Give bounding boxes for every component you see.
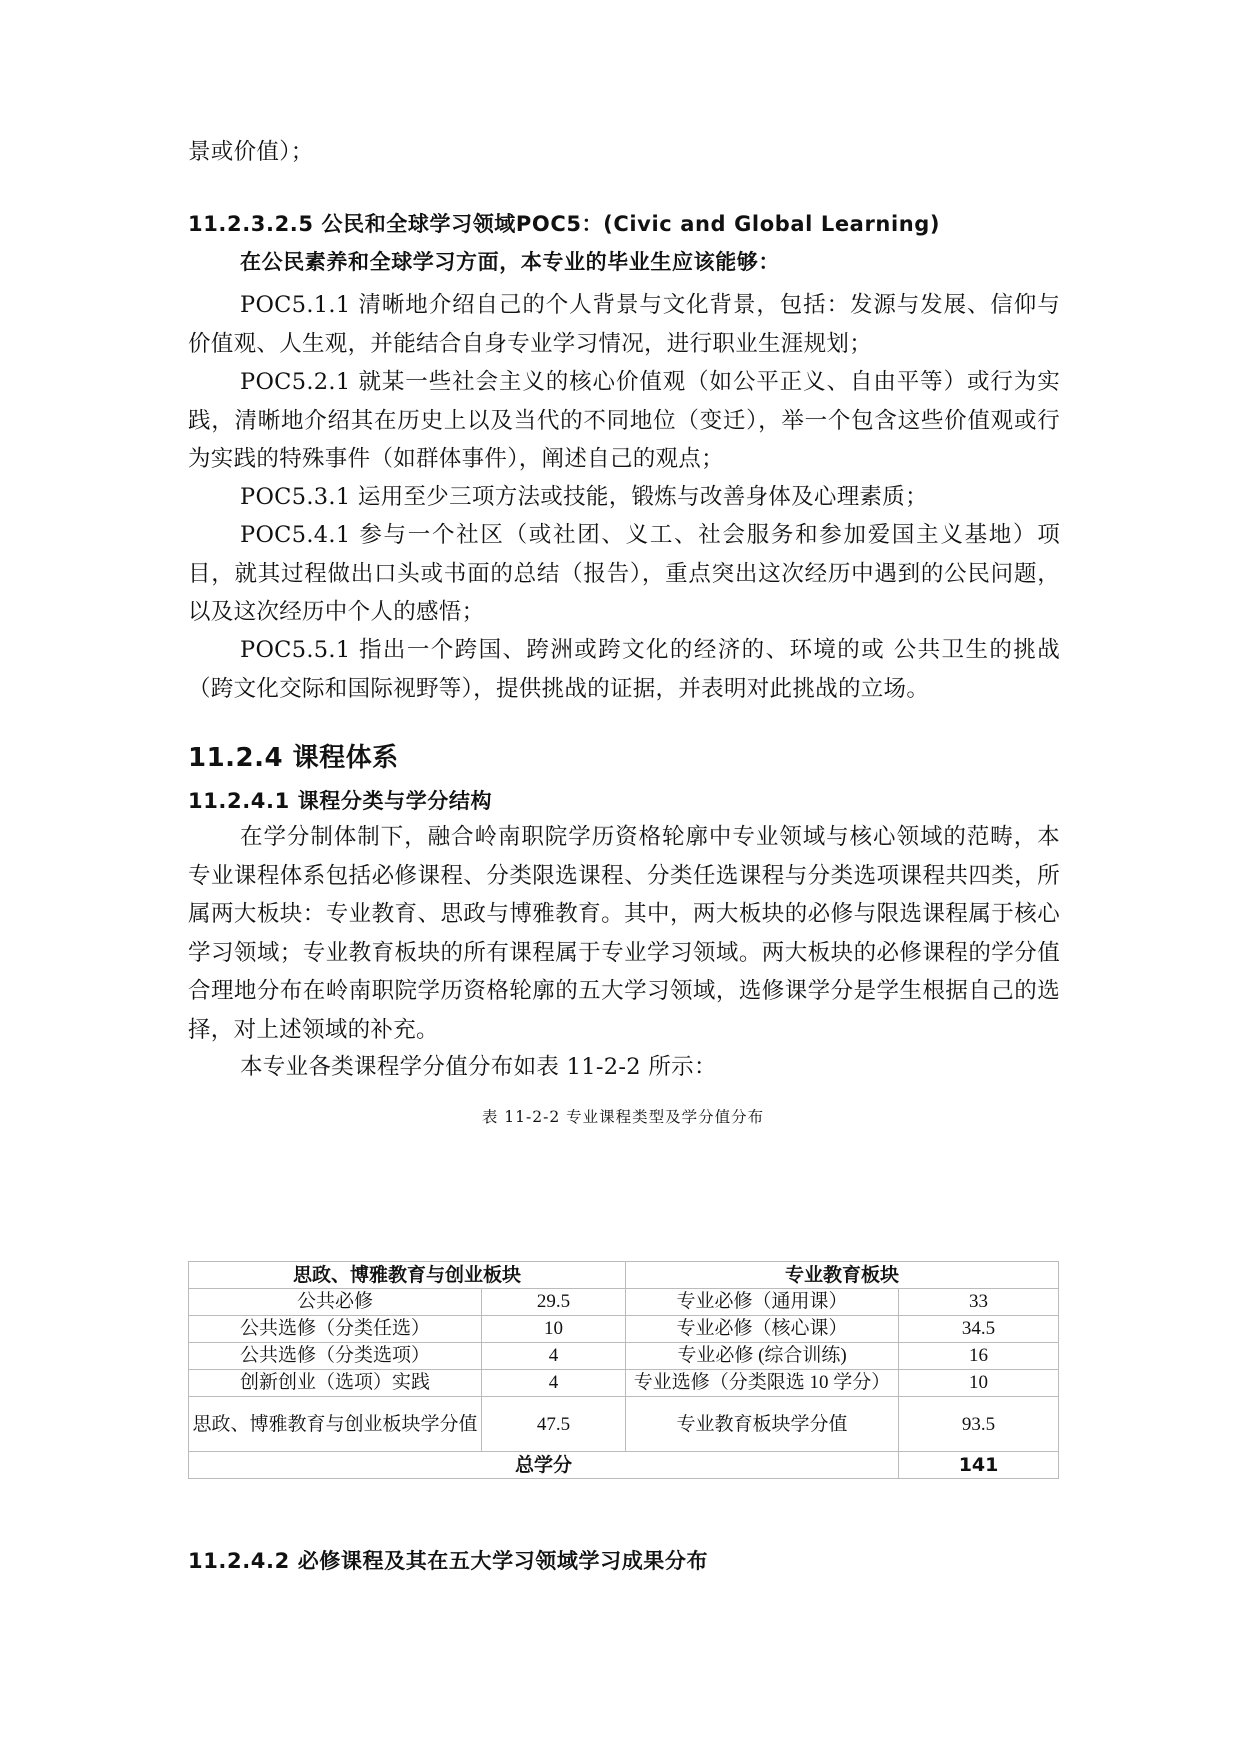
right-subtotal-value: 93.5 <box>899 1397 1059 1452</box>
left-credit-value: 10 <box>482 1316 626 1343</box>
subsection-heading-credit-structure: 11.2.4.1 课程分类与学分结构 <box>188 789 493 813</box>
subtotal-row <box>189 1397 1059 1452</box>
left-subtotal-label: 思政、博雅教育与创业板块学分值 <box>189 1397 482 1452</box>
poc5-heading: 11.2.3.2.5 公民和全球学习领域POC5：(Civic and Global Learning) <box>188 212 941 236</box>
total-row <box>189 1452 1059 1479</box>
left-credit-value: 4 <box>482 1343 626 1370</box>
poc5-item-3: POC5.3.1 运用至少三项方法或技能，锻炼与改善身体及心理素质； <box>240 484 928 510</box>
right-credit-value: 10 <box>899 1370 1059 1397</box>
subsection-heading-required-courses: 11.2.4.2 必修课程及其在五大学习领域学习成果分布 <box>188 1549 709 1573</box>
left-course-type: 公共必修 <box>189 1289 482 1316</box>
total-credits-label: 总学分 <box>189 1452 899 1479</box>
total-credits-value: 141 <box>899 1452 1059 1479</box>
left-subtotal-value: 47.5 <box>482 1397 626 1452</box>
right-course-type: 专业必修（核心课） <box>626 1316 899 1343</box>
table-row <box>189 1343 1059 1370</box>
poc5-item-2: POC5.2.1 就某一些社会主义的核心价值观（如公平正义、自由平等）或行为实践，清晰地介绍其在历史上以及当代的不同地位（变迁），举一个包含这些价值观或行为实践的特殊事件（如群体事件），阐述自己的观点； <box>188 369 1060 472</box>
poc5-subheading: 在公民素养和全球学习方面，本专业的毕业生应该能够： <box>240 250 780 274</box>
right-subtotal-label: 专业教育板块学分值 <box>626 1397 899 1452</box>
poc5-item-5: POC5.5.1 指出一个跨国、跨洲或跨文化的经济的、环境的或 公共卫生的挑战（跨文化交际和国际视野等），提供挑战的证据，并表明对此挑战的立场。 <box>188 637 1060 702</box>
left-credit-value: 4 <box>482 1370 626 1397</box>
right-credit-value: 16 <box>899 1343 1059 1370</box>
right-course-type: 专业必修 (综合训练) <box>626 1343 899 1370</box>
right-credit-value: 33 <box>899 1289 1059 1316</box>
table-row <box>189 1289 1059 1316</box>
table-row <box>189 1370 1059 1397</box>
section-heading-course-system: 11.2.4 课程体系 <box>188 743 399 773</box>
table-caption: 表 11-2-2 专业课程类型及学分值分布 <box>481 1108 765 1126</box>
credit-distribution-table <box>188 1261 1059 1479</box>
table-row <box>189 1316 1059 1343</box>
right-course-type: 专业必修（通用课） <box>626 1289 899 1316</box>
left-credit-value: 29.5 <box>482 1289 626 1316</box>
right-course-type: 专业选修（分类限选 10 学分） <box>626 1370 899 1397</box>
poc5-item-1: POC5.1.1 清晰地介绍自己的个人背景与文化背景，包括：发源与发展、信仰与价值观、人生观，并能结合自身专业学习情况，进行职业生涯规划； <box>188 292 1060 357</box>
continuation-text: 景或价值）； <box>188 139 314 165</box>
table-header-row <box>189 1262 1059 1289</box>
credit-structure-paragraph: 在学分制体制下，融合岭南职院学历资格轮廓中专业领域与核心领域的范畴，本专业课程体系包括必修课程、分类限选课程、分类任选课程与分类选项课程共四类，所属两大板块：专业教育、思政与博雅教育。其中，两大板块的必修与限选课程属于核心学习领域；专业教育板块的所有课程属于专业学习领域。两大板块的必修课程的学分值合理地分布在岭南职院学历资格轮廓的五大学习领域，选修课学分是学生根据自己的选择，对上述领域的补充。 <box>188 824 1060 1043</box>
left-course-type: 公共选修（分类选项） <box>189 1343 482 1370</box>
poc5-item-4: POC5.4.1 参与一个社区（或社团、义工、社会服务和参加爱国主义基地）项目，就其过程做出口头或书面的总结（报告），重点突出这次经历中遇到的公民问题，以及这次经历中个人的感悟； <box>188 522 1060 625</box>
header-professional-block: 专业教育板块 <box>626 1262 1059 1289</box>
left-course-type: 公共选修（分类任选） <box>189 1316 482 1343</box>
left-course-type: 创新创业（选项）实践 <box>189 1370 482 1397</box>
table-intro-text: 本专业各类课程学分值分布如表 11-2-2 所示： <box>240 1054 717 1080</box>
right-credit-value: 34.5 <box>899 1316 1059 1343</box>
header-ideological-block: 思政、博雅教育与创业板块 <box>189 1262 626 1289</box>
